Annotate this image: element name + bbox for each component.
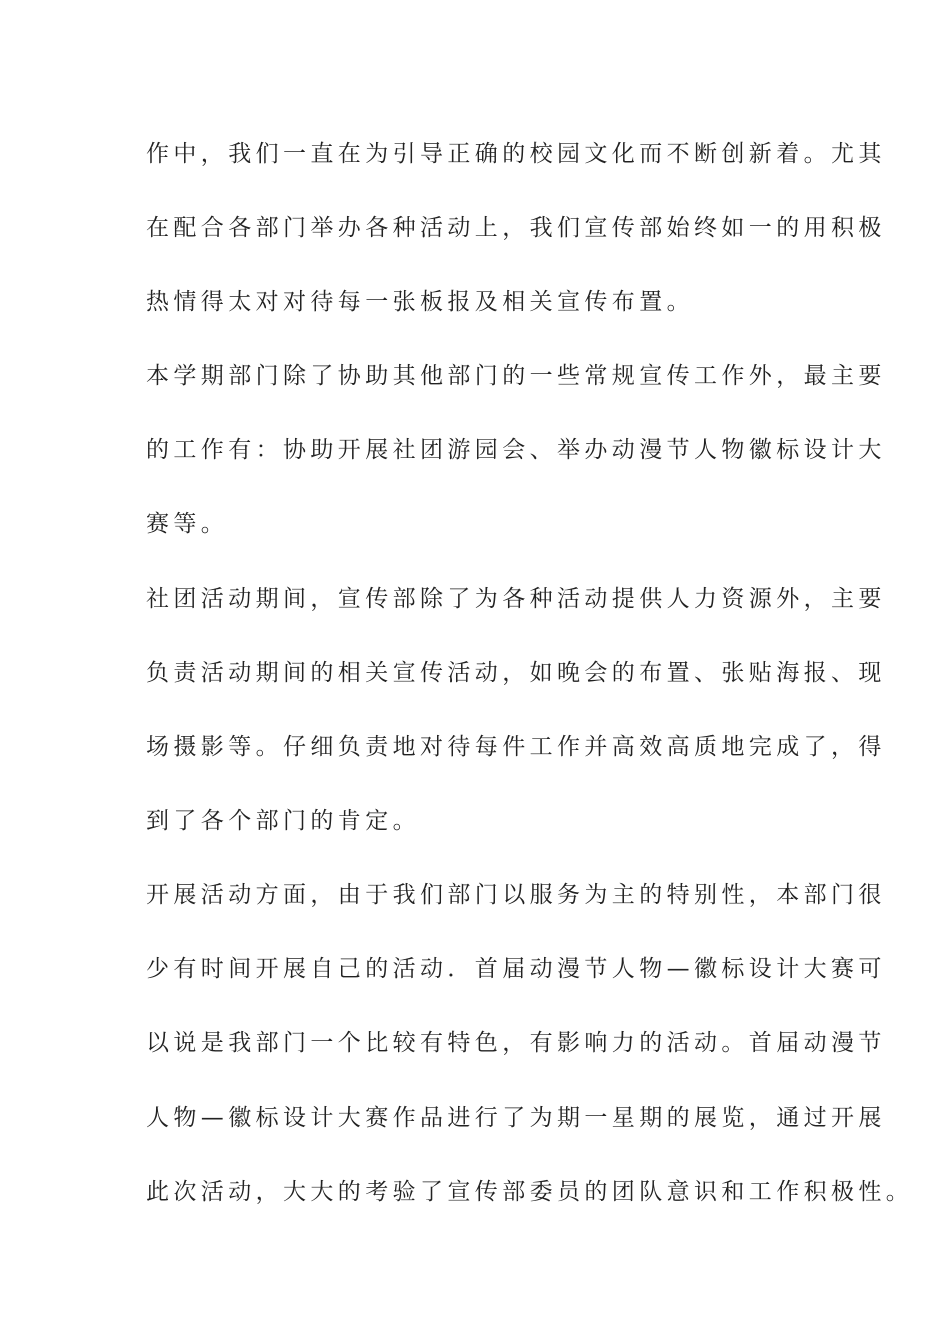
text-line: 热情得太对对待每一张板报及相关宣传布置。 [146,289,694,315]
text-line: 社团活动期间，宣传部除了为各种活动提供人力资源外，主要 [146,586,886,612]
text-line: 的工作有：协助开展社团游园会、举办动漫节人物徽标设计大 [146,437,886,463]
text-line: 在配合各部门举办各种活动上，我们宣传部始终如一的用积极 [146,215,886,241]
text-line: 以说是我部门一个比较有特色，有影响力的活动。首届动漫节 [146,1030,886,1056]
text-line: 开展活动方面，由于我们部门以服务为主的特别性，本部门很 [146,882,886,908]
text-line: 场摄影等。仔细负责地对待每件工作并高效高质地完成了，得 [146,734,886,760]
text-line: 此次活动，大大的考验了宣传部委员的团队意识和工作积极性。 [146,1179,914,1205]
text-line: 本学期部门除了协助其他部门的一些常规宣传工作外，最主要 [146,363,886,389]
text-line: 作中，我们一直在为引导正确的校园文化而不断创新着。尤其 [146,141,886,167]
text-line: 赛等。 [146,511,229,537]
text-line: 负责活动期间的相关宣传活动，如晚会的布置、张贴海报、现 [146,660,886,686]
text-line: 少有时间开展自己的活动．首届动漫节人物—徽标设计大赛可 [146,956,886,982]
text-line: 人物—徽标设计大赛作品进行了为期一星期的展览，通过开展 [146,1105,886,1131]
text-line: 到了各个部门的肯定。 [146,808,420,834]
